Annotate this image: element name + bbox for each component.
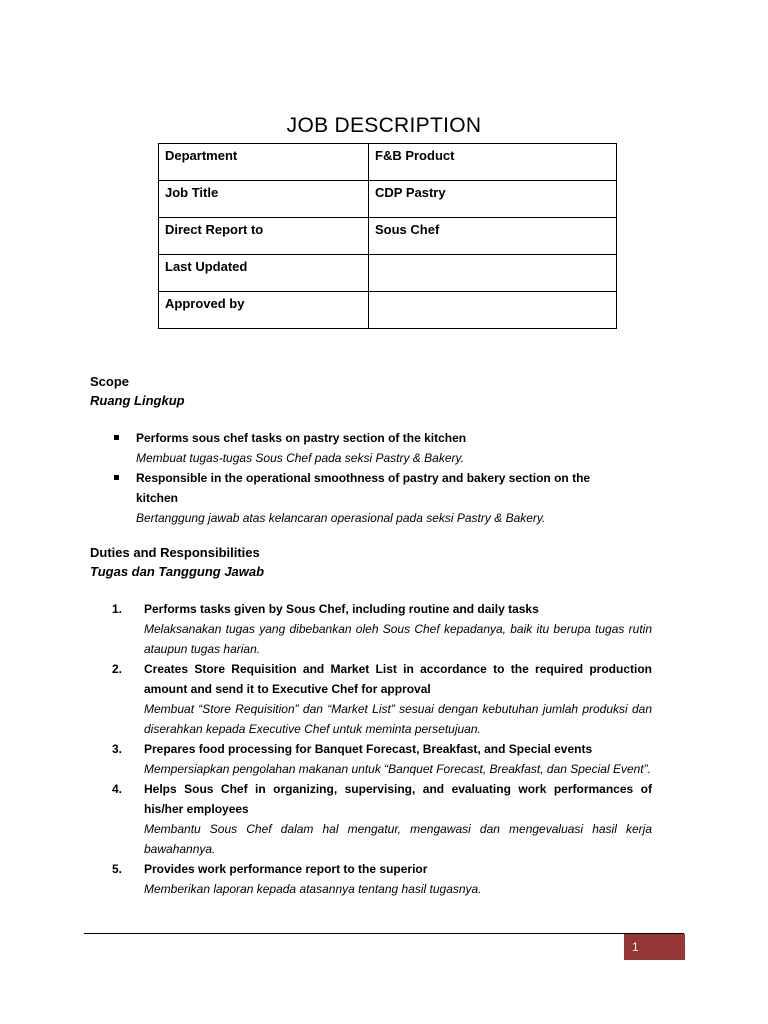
scope-item-indonesian: Bertanggung jawab atas kelancaran operasional pada seksi Pastry & Bakery.	[136, 511, 546, 525]
item-number: 5.	[112, 862, 123, 876]
duty-item-english: Helps Sous Chef in organizing, supervising, and evaluating work performances of his/her employees	[144, 782, 652, 816]
scope-heading: Scope	[90, 374, 130, 389]
duty-item-indonesian: Membantu Sous Chef dalam hal mengatur, mengawasi dan mengevaluasi hasil kerja bawahannya.	[144, 822, 652, 856]
list-item	[112, 779, 652, 859]
footer-divider	[84, 933, 684, 934]
scope-heading-indonesian: Ruang Lingkup	[90, 393, 185, 408]
bullet-icon	[114, 475, 119, 480]
list-item	[112, 659, 652, 739]
last-updated-value	[369, 255, 617, 292]
duty-item-english: Prepares food processing for Banquet Forecast, Breakfast, and Special events	[144, 742, 593, 756]
duty-item-english: Performs tasks given by Sous Chef, including routine and daily tasks	[144, 602, 539, 616]
item-number: 1.	[112, 602, 123, 616]
department-label: Department	[159, 144, 369, 181]
list-item	[114, 428, 634, 468]
department-value: F&B Product	[369, 144, 617, 181]
duty-item-english: Provides work performance report to the superior	[144, 862, 428, 876]
table-row	[159, 144, 617, 181]
list-item	[114, 468, 634, 528]
duty-item-indonesian: Melaksanakan tugas yang dibebankan oleh Sous Chef kepadanya, baik itu berupa tugas rutin ataupun tugas harian.	[144, 622, 652, 656]
info-table	[158, 143, 617, 329]
table-row	[159, 218, 617, 255]
job-title-label: Job Title	[159, 181, 369, 218]
last-updated-label: Last Updated	[159, 255, 369, 292]
scope-item-indonesian: Membuat tugas-tugas Sous Chef pada seksi Pastry & Bakery.	[136, 451, 464, 465]
duties-heading-indonesian: Tugas dan Tanggung Jawab	[90, 564, 265, 579]
direct-report-value: Sous Chef	[369, 218, 617, 255]
item-number: 4.	[112, 782, 123, 796]
table-row	[159, 181, 617, 218]
list-item	[112, 859, 652, 899]
scope-list	[114, 428, 634, 528]
duty-item-english: Creates Store Requisition and Market List in accordance to the required production amount and send it to Executive Chef for approval	[144, 662, 652, 696]
scope-item-english: Responsible in the operational smoothness of pastry and bakery section on the kitchen	[136, 471, 591, 505]
scope-item-english: Performs sous chef tasks on pastry section of the kitchen	[136, 431, 467, 445]
direct-report-label: Direct Report to	[159, 218, 369, 255]
approved-by-label: Approved by	[159, 292, 369, 329]
item-number: 3.	[112, 742, 123, 756]
table-row	[159, 292, 617, 329]
document-title: JOB DESCRIPTION	[286, 114, 482, 137]
duties-heading: Duties and Responsibilities	[90, 545, 260, 560]
list-item	[112, 599, 652, 659]
duty-item-indonesian: Mempersiapkan pengolahan makanan untuk “Banquet Forecast, Breakfast, dan Special Event”.	[144, 762, 651, 776]
item-number: 2.	[112, 662, 123, 676]
list-item	[112, 739, 652, 779]
job-title-value: CDP Pastry	[369, 181, 617, 218]
duties-list	[112, 599, 652, 899]
table-row	[159, 255, 617, 292]
page-number: 1	[624, 934, 685, 960]
duty-item-indonesian: Memberikan laporan kepada atasannya tentang hasil tugasnya.	[144, 882, 482, 896]
approved-by-value	[369, 292, 617, 329]
duty-item-indonesian: Membuat “Store Requisition” dan “Market List” sesuai dengan kebutuhan jumlah produksi dan diserahkan kepada Executive Chef untuk meminta persetujuan.	[144, 702, 652, 736]
bullet-icon	[114, 435, 119, 440]
